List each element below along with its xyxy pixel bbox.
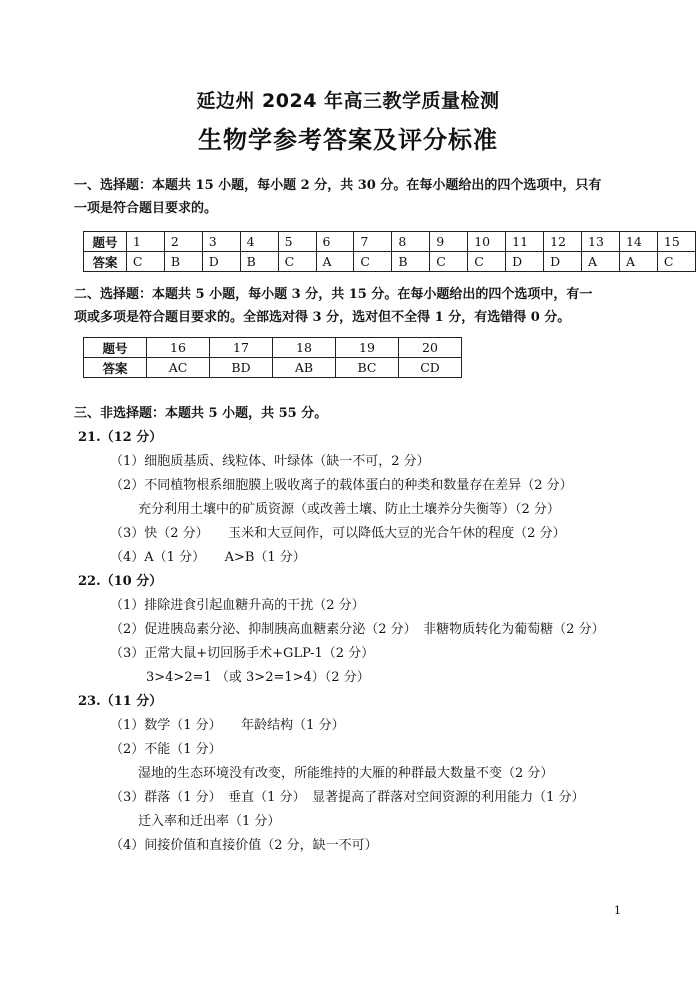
answer-line: 3>4>2=1 （或 3>2=1>4）（2 分） — [146, 670, 370, 685]
answer-cell: C — [354, 252, 392, 272]
answer-cell: C — [126, 252, 164, 272]
section1-answer-table — [83, 231, 696, 272]
answer-cell: D — [506, 252, 544, 272]
q-number: 5 — [278, 232, 316, 252]
answer-cell: CD — [399, 358, 462, 378]
document-title: 延边州 2024 年高三教学质量检测 — [196, 90, 500, 112]
answer-cell: B — [240, 252, 278, 272]
answer-cell: AB — [273, 358, 336, 378]
q-number: 19 — [336, 338, 399, 358]
row-label-question: 题号 — [84, 338, 147, 358]
section3-heading: 三、非选择题：本题共 5 小题，共 55 分。 — [74, 406, 328, 421]
answer-line: （3）正常大鼠+切回肠手术+GLP-1（2 分） — [110, 646, 375, 661]
q-number: 15 — [657, 232, 695, 252]
section1-heading-line2: 一项是符合题目要求的。 — [74, 201, 218, 216]
answer-line: （3）快（2 分） 玉米和大豆间作，可以降低大豆的光合午休的程度（2 分） — [110, 526, 566, 541]
row-label-answer: 答案 — [84, 252, 127, 272]
answer-line: （2）不能（1 分） — [110, 742, 222, 757]
row-label-answer: 答案 — [84, 358, 147, 378]
q-number: 8 — [392, 232, 430, 252]
q-number: 9 — [430, 232, 468, 252]
answer-line: 湿地的生态环境没有改变，所能维持的大雁的种群最大数量不变（2 分） — [138, 766, 554, 781]
section1-heading-line1: 一、选择题：本题共 15 小题，每小题 2 分，共 30 分。在每小题给出的四个选项中，只有 — [74, 178, 602, 193]
answer-line: （1）数学（1 分） 年龄结构（1 分） — [110, 718, 345, 733]
answer-cell: D — [202, 252, 240, 272]
answer-cell: A — [619, 252, 657, 272]
q-number: 2 — [164, 232, 202, 252]
table-row-answers — [84, 358, 462, 378]
table-row-numbers — [84, 338, 462, 358]
section2-answer-table — [83, 337, 462, 378]
q-number: 13 — [582, 232, 620, 252]
answer-line: 充分利用土壤中的矿质资源（或改善土壤、防止土壤养分失衡等）（2 分） — [138, 502, 560, 517]
section1-heading — [74, 174, 634, 220]
answer-cell: BC — [336, 358, 399, 378]
answer-cell: C — [657, 252, 695, 272]
answer-cell: BD — [210, 358, 273, 378]
answer-cell: A — [316, 252, 354, 272]
q-number: 1 — [126, 232, 164, 252]
q-number: 11 — [506, 232, 544, 252]
question-22-heading: 22.（10 分） — [78, 574, 163, 589]
answer-line: （3）群落（1 分） 垂直（1 分） 显著提高了群落对空间资源的利用能力（1 分） — [110, 790, 585, 805]
question-23-heading: 23.（11 分） — [78, 694, 163, 709]
table-row-answers — [84, 252, 696, 272]
q-number: 10 — [468, 232, 506, 252]
section2-heading-line2: 项或多项是符合题目要求的。全部选对得 3 分，选对但不全得 1 分，有选错得 0 分。 — [74, 310, 571, 325]
q-number: 4 — [240, 232, 278, 252]
answer-line: （1）排除进食引起血糖升高的干扰（2 分） — [110, 598, 365, 613]
answer-cell: C — [278, 252, 316, 272]
answer-cell: C — [468, 252, 506, 272]
q-number: 3 — [202, 232, 240, 252]
answer-line: （4）间接价值和直接价值（2 分，缺一不可） — [110, 838, 378, 853]
answer-cell: B — [164, 252, 202, 272]
answer-line: 迁入率和迁出率（1 分） — [138, 814, 281, 829]
section2-heading — [74, 283, 634, 329]
answer-line: （2）促进胰岛素分泌、抑制胰高血糖素分泌（2 分） 非糖物质转化为葡萄糖（2 分） — [110, 622, 605, 637]
q-number: 16 — [147, 338, 210, 358]
q-number: 12 — [544, 232, 582, 252]
answer-line: （1）细胞质基质、线粒体、叶绿体（缺一不可，2 分） — [110, 454, 430, 469]
answer-cell: D — [544, 252, 582, 272]
q-number: 17 — [210, 338, 273, 358]
question-21-heading: 21.（12 分） — [78, 430, 163, 445]
answer-line: （2）不同植物根系细胞膜上吸收离子的载体蛋白的种类和数量存在差异（2 分） — [110, 478, 573, 493]
answer-cell: B — [392, 252, 430, 272]
answer-cell: C — [430, 252, 468, 272]
page-number: 1 — [614, 904, 621, 917]
answer-line: （4）A（1 分） A>B（1 分） — [110, 550, 306, 565]
section2-heading-line1: 二、选择题：本题共 5 小题，每小题 3 分，共 15 分。在每小题给出的四个选项中，有一 — [74, 287, 593, 302]
answer-cell: AC — [147, 358, 210, 378]
q-number: 7 — [354, 232, 392, 252]
q-number: 18 — [273, 338, 336, 358]
answer-cell: A — [582, 252, 620, 272]
q-number: 14 — [619, 232, 657, 252]
table-row-numbers — [84, 232, 696, 252]
q-number: 20 — [399, 338, 462, 358]
document-subtitle: 生物学参考答案及评分标准 — [198, 126, 498, 154]
q-number: 6 — [316, 232, 354, 252]
row-label-question: 题号 — [84, 232, 127, 252]
